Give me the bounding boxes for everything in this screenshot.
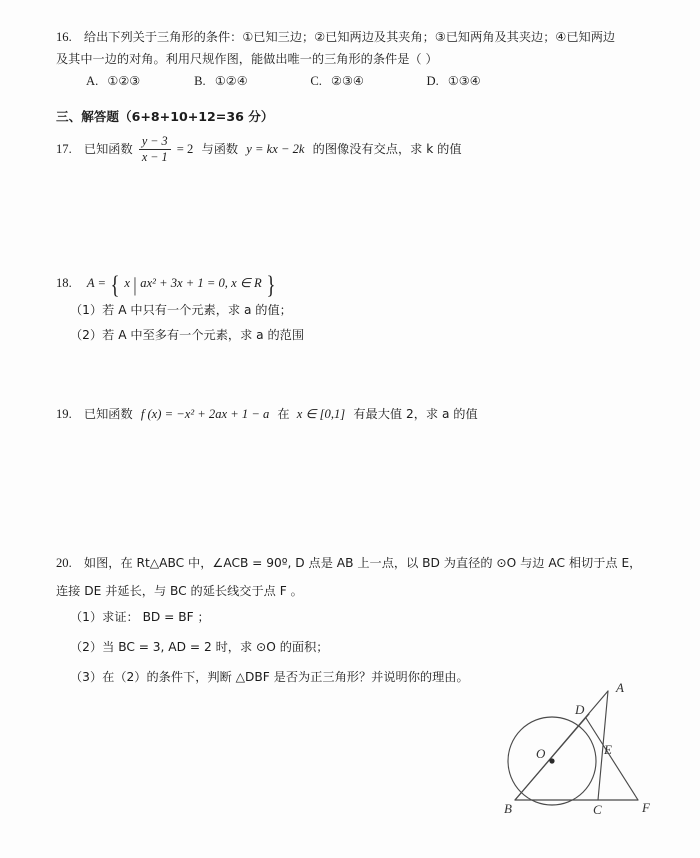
question-17-equals: = 2 [176, 142, 194, 157]
figure-label-c: C [593, 802, 602, 817]
figure-label-f: F [642, 800, 650, 815]
question-17 [56, 136, 462, 165]
figure-label-o: O [536, 746, 546, 761]
question-18-set-lhs: A = [86, 276, 107, 290]
question-20-part-3: （3）在（2）的条件下，判断 △DBF 是否为正三角形？并说明你的理由。 [70, 670, 469, 684]
question-16-number: 16. [56, 30, 72, 44]
question-20-text-line-1: 如图，在 Rt△ABC 中，∠ACB = 90º, D 点是 AB 上一点，以 BD 为直径的 ⊙O 与边 AC 相切于点 E， [83, 556, 642, 570]
set-builder-variable: x [124, 276, 130, 290]
option-d[interactable] [426, 70, 480, 92]
question-19-mid: 在 [277, 407, 290, 421]
fraction-denominator: x − 1 [139, 149, 171, 164]
question-20-part-2: （2）当 BC = 3, AD = 2 时，求 ⊙O 的面积； [70, 640, 329, 654]
left-brace: { [110, 271, 120, 299]
question-20-line-1 [56, 552, 666, 574]
option-a-value: ①②③ [107, 74, 141, 88]
right-brace: } [266, 271, 276, 299]
question-18-part-1: （1）若 A 中只有一个元素，求 a 的值； [70, 303, 292, 317]
option-b-label: B. [194, 74, 206, 88]
question-20-figure [490, 678, 670, 818]
option-c[interactable] [310, 70, 423, 92]
option-d-value: ①③④ [447, 74, 481, 88]
option-a[interactable] [86, 70, 191, 92]
question-19 [56, 403, 478, 425]
option-d-label: D. [426, 74, 439, 88]
question-17-function: y = kx − 2k [246, 142, 305, 157]
question-18-number: 18. [56, 276, 72, 290]
question-16-line-2 [56, 48, 656, 70]
question-19-number: 19. [56, 407, 72, 421]
figure-label-d: D [575, 702, 585, 717]
question-17-number: 17. [56, 142, 72, 157]
question-18-part-2: （2）若 A 中至多有一个元素，求 a 的范围 [70, 328, 305, 342]
fraction-numerator: y − 3 [141, 134, 168, 148]
option-b[interactable] [194, 70, 307, 92]
figure-label-e: E [604, 742, 612, 757]
segment-df [586, 718, 638, 800]
center-point-o [549, 758, 554, 763]
option-c-label: C. [310, 74, 322, 88]
option-b-value: ①②④ [214, 74, 248, 88]
question-17-mid: 与函数 [201, 142, 239, 157]
question-17-lead: 已知函数 [83, 142, 133, 157]
section-3-heading: 三、解答题（6+8+10+12=36 分） [56, 109, 274, 124]
option-c-value: ②③④ [331, 74, 364, 88]
question-20-line-2 [56, 580, 666, 602]
question-16-text-line-2: 及其中一边的对角。利用尺规作图，能做出唯一的三角形的条件是（ ） [56, 52, 438, 66]
question-20-parts [70, 602, 469, 692]
question-19-function: f (x) = −x² + 2ax + 1 − a [140, 407, 270, 421]
question-16-options [86, 70, 481, 92]
question-19-domain: x ∈ [0,1] [296, 407, 346, 421]
question-18 [56, 271, 277, 299]
set-builder-bar: | [133, 274, 137, 297]
question-16-text-line-1: 给出下列关于三角形的条件：①已知三边；②已知两边及其夹角；③已知两角及其夹边；④已知两边 [83, 30, 616, 44]
option-a-label: A. [86, 74, 99, 88]
question-20-text-line-2: 连接 DE 并延长，与 BC 的延长线交于点 F 。 [56, 584, 303, 598]
question-19-tail: 有最大值 2，求 a 的值 [353, 407, 478, 421]
question-20-number: 20. [56, 556, 72, 570]
figure-label-a: A [616, 680, 624, 695]
question-17-fraction [139, 135, 171, 164]
segment-bd-diameter [515, 714, 589, 800]
set-builder-condition: ax² + 3x + 1 = 0, x ∈ R [140, 276, 262, 290]
question-17-tail: 的图像没有交点，求 k 的值 [312, 142, 462, 157]
question-18-parts [70, 298, 304, 348]
figure-label-b: B [504, 801, 512, 816]
question-16-line-1 [56, 26, 656, 48]
question-19-lead: 已知函数 [83, 407, 133, 421]
question-20-part-1: （1）求证： BD = BF ； [70, 610, 210, 624]
